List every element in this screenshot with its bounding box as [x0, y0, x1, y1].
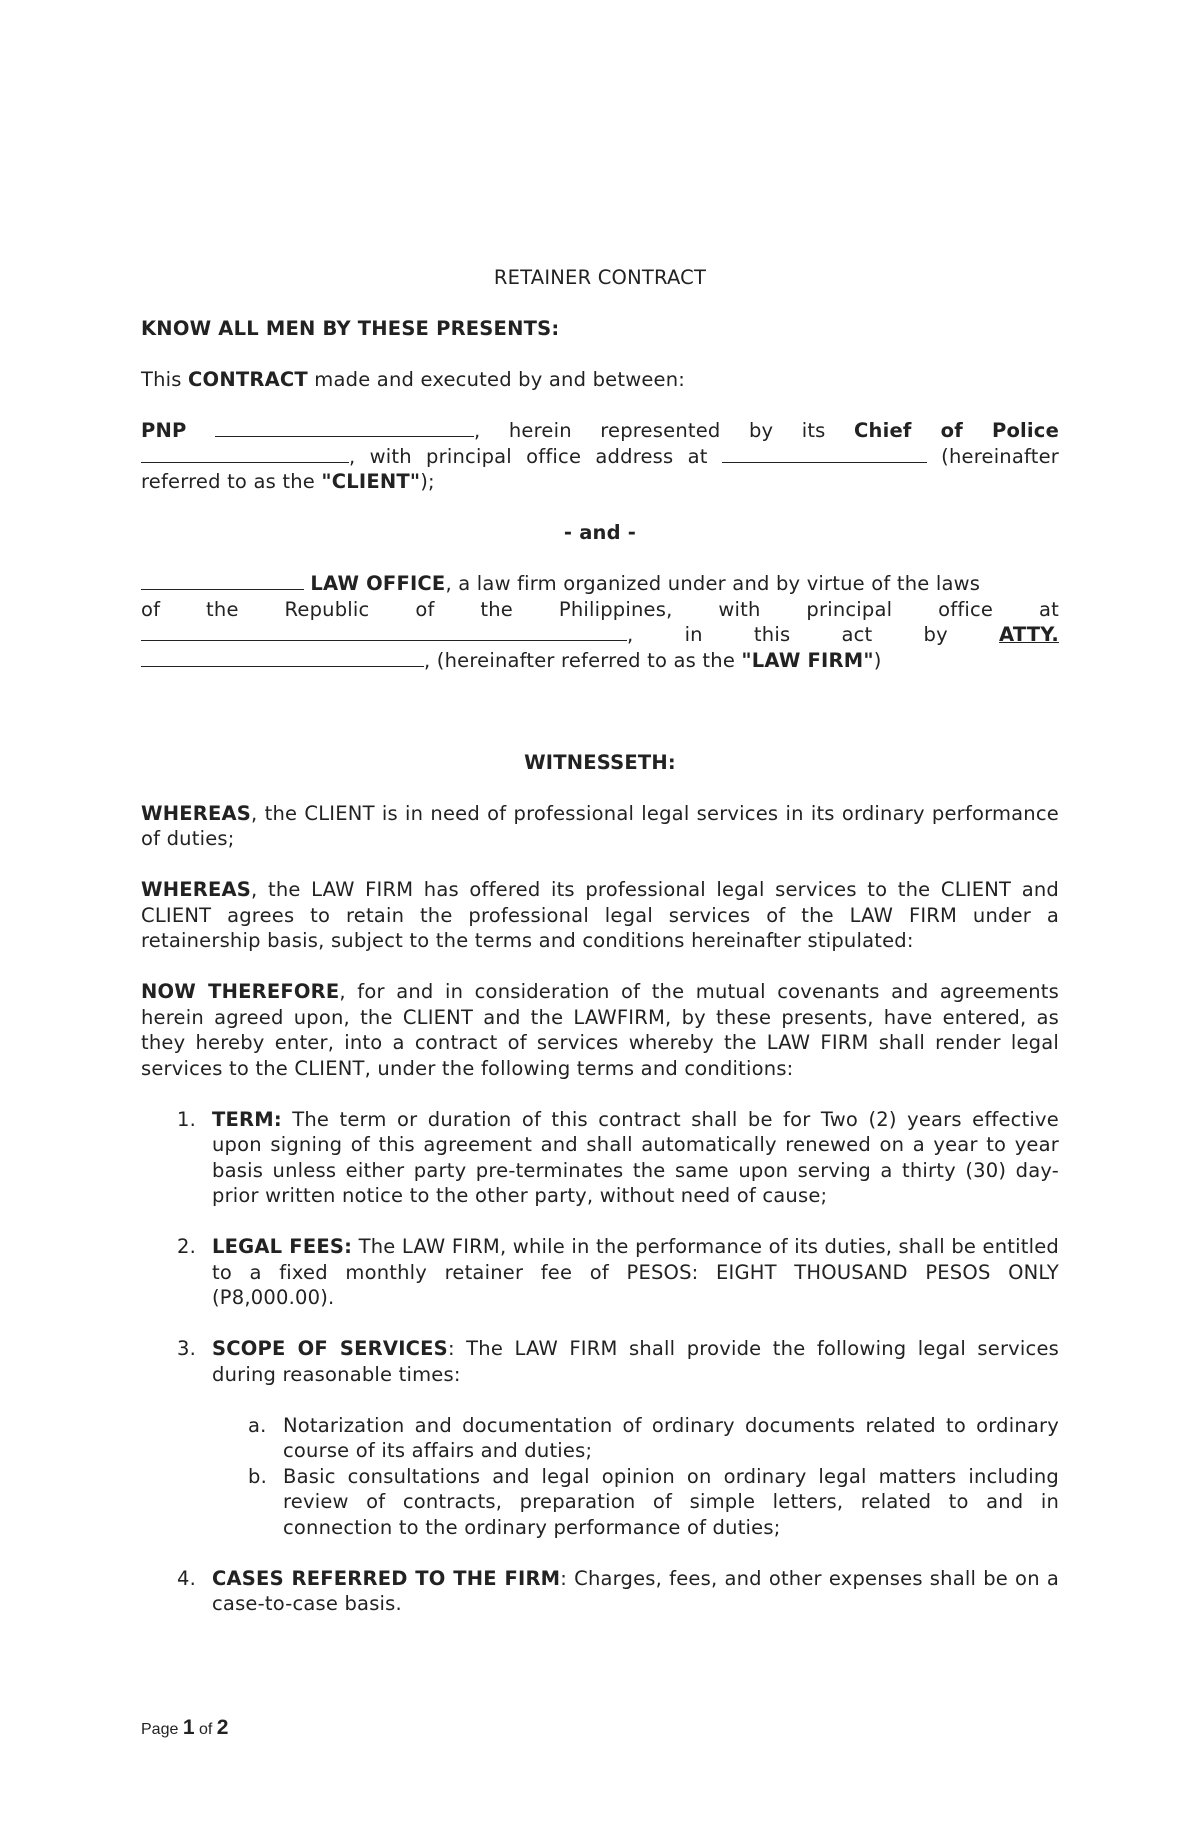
document-body	[141, 265, 1059, 1617]
and-separator: - and -	[563, 521, 637, 544]
chief-name-blank	[141, 444, 349, 463]
term-item-1: 1. TERM: The term or duration of this contract shall be for Two (2) years effective upon signing of this agreement and shall automatically renewed on a year to year basis unless either party pre-terminates the same upon serving a thirty (30) day-prior written notice to the other party, without need of cause;	[177, 1107, 1059, 1207]
intro-paragraph: This CONTRACT made and executed by and between:	[141, 368, 686, 391]
client-line-3: referred to as the "CLIENT");	[141, 470, 435, 493]
client-paragraph	[141, 418, 1059, 495]
firm-line-3: , in this act by ATTY.	[141, 622, 1059, 648]
firm-paragraph	[141, 571, 1059, 673]
term-item-2: 2. LEGAL FEES: The LAW FIRM, while in the performance of its duties, shall be entitled to a fixed monthly retainer fee of PESOS: EIGHT THOUSAND PESOS ONLY (P8,000.00).	[177, 1235, 1060, 1309]
firm-name-blank	[141, 571, 304, 590]
client-name-blank	[215, 418, 474, 437]
witnesseth-heading: WITNESSETH:	[524, 750, 676, 774]
firm-line-1: LAW OFFICE, a law firm organized under and by virtue of the laws	[141, 571, 1059, 597]
term-item-4: 4. CASES REFERRED TO THE FIRM: Charges, fees, and other expenses shall be on a case-to-case basis.	[177, 1566, 1059, 1615]
client-line-2: , with principal office address at (hereinafter	[141, 444, 1059, 470]
client-address-blank	[722, 444, 927, 463]
contract-title: RETAINER CONTRACT	[493, 266, 707, 289]
client-line-1: PNP , herein represented by its Chief of Police	[141, 419, 1059, 442]
know-all-heading: KNOW ALL MEN BY THESE PRESENTS:	[141, 317, 560, 340]
whereas-paragraph-1: WHEREAS, the CLIENT is in need of professional legal services in its ordinary performance of duties;	[141, 801, 1059, 850]
now-therefore-paragraph: NOW THEREFORE, for and in consideration of the mutual covenants and agreements herein agreed upon, the CLIENT and the LAWFIRM, by these presents, have entered, as they hereby enter, into a contract of services whereby the LAW FIRM shall render legal services to the CLIENT, under the following terms and conditions:	[141, 980, 1059, 1080]
scope-item-b: b. Basic consultations and legal opinion on ordinary legal matters including review of contracts, preparation of simple letters, related to and in connection to the ordinary performance of duties;	[248, 1464, 1059, 1539]
whereas-paragraph-2: WHEREAS, the LAW FIRM has offered its professional legal services to the CLIENT and CLIENT agrees to retain the professional legal services of the LAW FIRM under a retainership basis, subject to the terms and conditions hereinafter stipulated:	[141, 878, 1059, 952]
firm-line-2: of the Republic of the Philippines, with principal office at	[141, 597, 1059, 621]
firm-address-blank	[141, 622, 627, 641]
atty-name-blank	[141, 648, 424, 667]
scope-item-a: a. Notarization and documentation of ordinary documents related to ordinary course of its affairs and duties;	[248, 1413, 1059, 1462]
firm-line-4: , (hereinafter referred to as the "LAW FIRM")	[141, 648, 1059, 674]
page-number-footer: Page 1 of 2	[141, 1716, 229, 1739]
term-item-3: 3. SCOPE OF SERVICES: The LAW FIRM shall provide the following legal services during reasonable times:	[177, 1337, 1059, 1386]
